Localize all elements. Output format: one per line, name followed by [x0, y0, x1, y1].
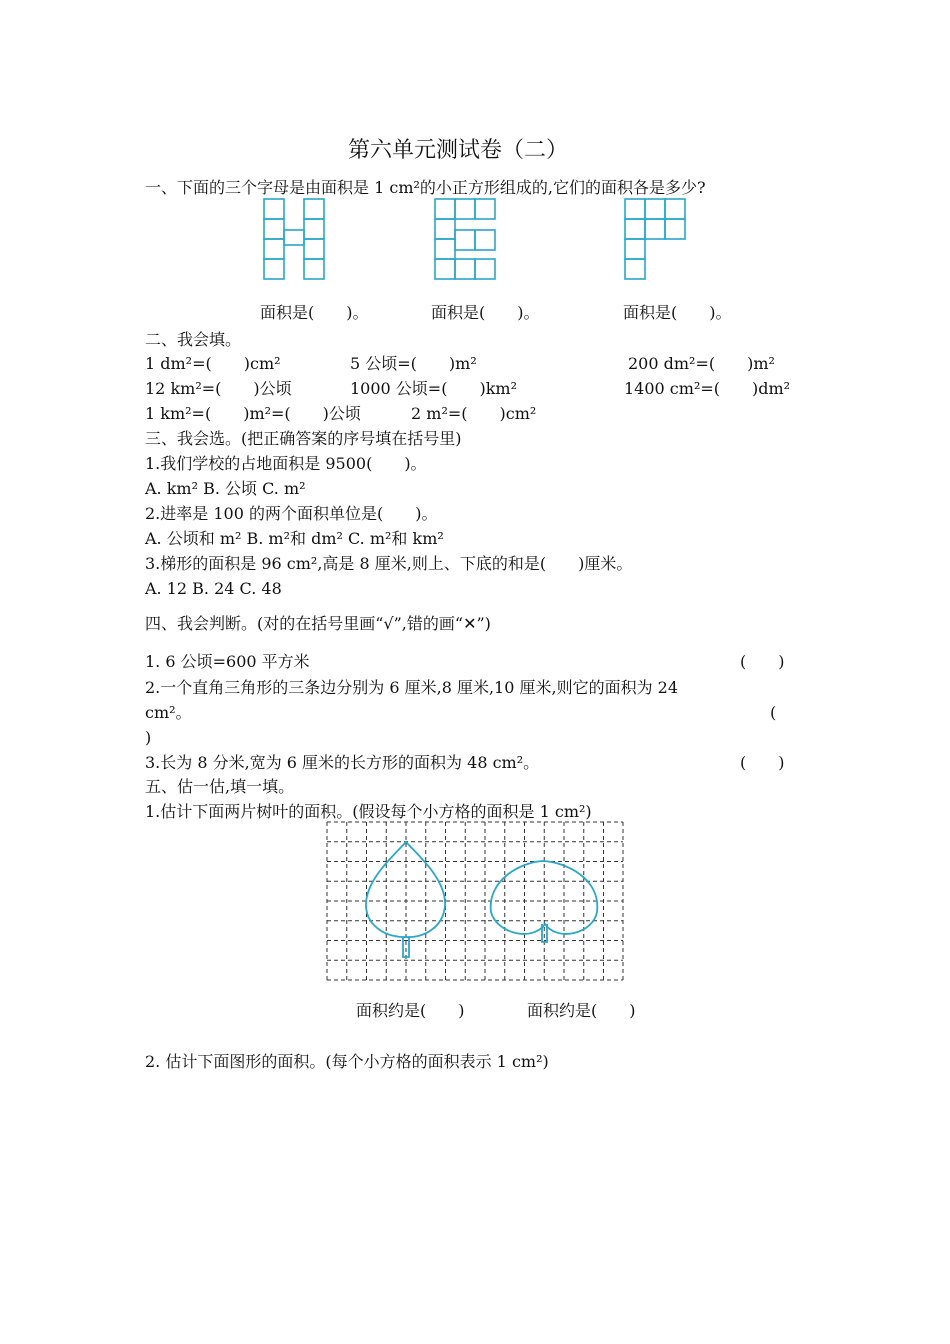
judge-bracket-close: ): [145, 728, 152, 747]
leaf-1-area-answer: 面积约是( ): [356, 1001, 465, 1020]
area-answer-p: 面积是( )。: [623, 303, 732, 322]
letter-h-figure: [262, 197, 332, 287]
leaf-grid-figure: [325, 820, 625, 984]
judge-bracket-open: (: [770, 703, 777, 722]
section-4-heading: 四、我会判断。(对的在括号里画“√”,错的画“✕”): [145, 614, 491, 633]
choice-options: A. 公顷和 m² B. m²和 dm² C. m²和 km²: [145, 529, 444, 548]
fill-item: 1000 公顷=( )km²: [350, 379, 517, 398]
judge-question: 2.一个直角三角形的三条边分别为 6 厘米,8 厘米,10 厘米,则它的面积为 24: [145, 678, 679, 697]
fill-item: 200 dm²=( )m²: [628, 354, 775, 373]
section-2-heading: 二、我会填。: [145, 330, 242, 349]
area-answer-e: 面积是( )。: [431, 303, 540, 322]
judge-question: 3.长为 8 分米,宽为 6 厘米的长方形的面积为 48 cm²。: [145, 753, 540, 772]
leaf-outlines: [366, 842, 597, 957]
judge-answer-bracket: ( ): [740, 652, 785, 671]
judge-question-continued: cm²。: [145, 703, 192, 722]
area-answer-h: 面积是( )。: [260, 303, 369, 322]
fill-item: 1400 cm²=( )dm²: [624, 379, 791, 398]
estimate-question: 2. 估计下面图形的面积。(每个小方格的面积表示 1 cm²): [145, 1052, 549, 1071]
section-5-heading: 五、估一估,填一填。: [145, 777, 295, 796]
fill-item: 1 dm²=( )cm²: [145, 354, 281, 373]
estimate-question: 1.估计下面两片树叶的面积。(假设每个小方格的面积是 1 cm²): [145, 802, 592, 821]
choice-options: A. 12 B. 24 C. 48: [145, 579, 282, 598]
fill-item: 2 m²=( )cm²: [411, 404, 537, 423]
choice-question: 2.进率是 100 的两个面积单位是( )。: [145, 504, 438, 523]
fill-item: 5 公顷=( )m²: [350, 354, 477, 373]
choice-question: 3.梯形的面积是 96 cm²,高是 8 厘米,则上、下底的和是( )厘米。: [145, 554, 633, 573]
section-3-heading: 三、我会选。(把正确答案的序号填在括号里): [145, 429, 462, 448]
letter-e-figure: [433, 197, 503, 287]
fill-item: 1 km²=( )m²=( )公顷: [145, 404, 361, 423]
judge-answer-bracket: ( ): [740, 753, 785, 772]
fill-item: 12 km²=( )公顷: [145, 379, 292, 398]
choice-question: 1.我们学校的占地面积是 9500( )。: [145, 454, 427, 473]
section-1-heading: 一、下面的三个字母是由面积是 1 cm²的小正方形组成的,它们的面积各是多少?: [145, 178, 706, 197]
judge-question: 1. 6 公顷=600 平方米: [145, 652, 310, 671]
choice-options: A. km² B. 公顷 C. m²: [145, 479, 306, 498]
letter-p-figure: [623, 197, 693, 287]
page-title: 第六单元测试卷（二）: [348, 138, 569, 163]
leaf-2-stem: [542, 924, 547, 942]
leaf-2-area-answer: 面积约是( ): [527, 1001, 636, 1020]
